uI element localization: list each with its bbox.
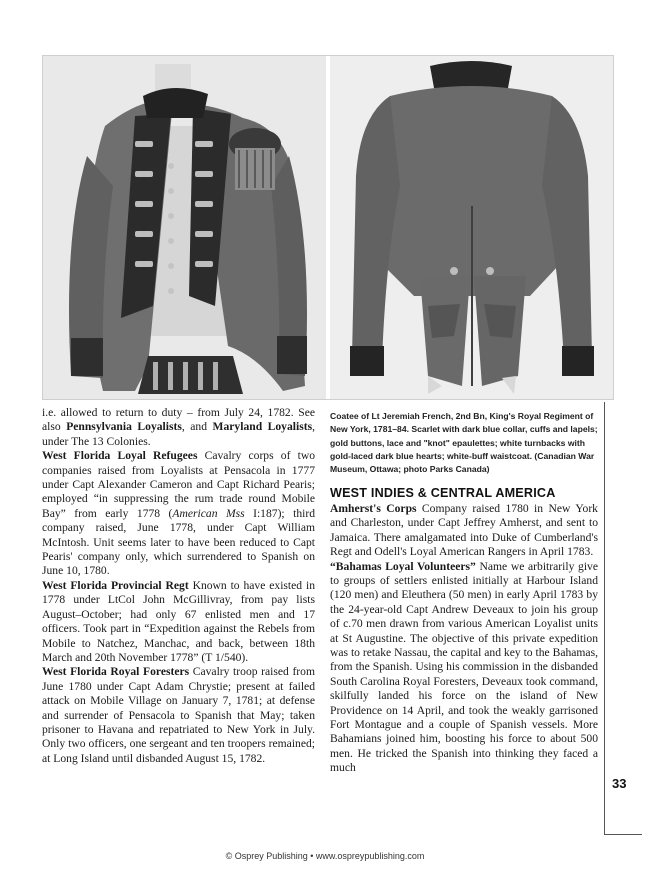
entry-reference: Pennsylvania Loyalists	[66, 420, 182, 434]
section-heading: WEST INDIES & CENTRAL AMERICA	[330, 486, 556, 501]
body-text: Name we arbitrarily give to groups of settlers enlisted initially at Harbour Island (120 men) and Eleuthera (50 men) in early April 1783 by the 24-year-old Capt Andrew Deveaux to join his group of c.70 men drawn from various American Loyalist units at St Augustine. The objective of this private expedition was to retake Nassau, the capital and key to the Bahamas, from the Spanish. Using his commission in the disbanded South Carolina Royal Foresters, Deveaux took command, skilfully landed his force on the island of New Providence on 14 April, and took the weakly garrisoned Fort Montague and a couple of Spanish vessels. More Bahamians joined him, boosting his force to about 500 men. He tricked the Spanish into thinking they faced a much	[330, 559, 598, 775]
body-text: , under The 13 Colonies.	[42, 420, 316, 448]
entry-title: West Florida Provincial Regt	[42, 578, 189, 592]
paragraph-continuation	[42, 406, 315, 449]
coatee-back-photo	[330, 56, 613, 399]
page-number: 33	[612, 776, 627, 791]
body-text: I:187); third company raised, June 1778, under Capt William McIntosh. Unit seems later to have been reduced to Capt Pearis' company only, which surrendered to Spanish on June 10, 1780.	[42, 506, 316, 578]
body-text: i.e. allowed to return to duty – from July 24, 1782. See also	[42, 406, 315, 434]
body-text: Cavalry corps of two companies raised from Loyalists at Pensacola in 1777 under Capt Alexander Cameron and Capt Richard Pearis; employed “in suppressing the rum trade round Mobile Bay” from early 1778 (	[42, 449, 315, 520]
entry-title: West Florida Loyal Refugees	[42, 449, 198, 463]
source-citation: American Mss	[172, 506, 245, 520]
body-text: Known to have existed in 1778 under LtCol John McGillivray, from pay lists August–October; had only 67 enlisted men and 17 officers. Took part in “Expedition against the Rebels from Mobile to Natchez, Manchac, and back, between 18th March and 20th November 1778” (T 1/540).	[42, 578, 315, 664]
entry-west-florida-loyal-refugees	[42, 449, 315, 579]
entry-title: West Florida Royal Foresters	[42, 665, 190, 679]
body-text: Company raised 1780 in New York and Charleston, under Capt Jeffrey Amherst, and sent to Jamaica. There amalgamated into Duke of Cumberland's Regt and Odell's Loyal American Rangers in April 1783.	[330, 501, 598, 559]
entry-west-florida-royal-foresters	[42, 665, 315, 766]
publisher-footer: © Osprey Publishing • www.ospreypublishing.com	[225, 851, 425, 861]
entry-bahamas-loyal-volunteers	[330, 560, 598, 776]
margin-rule-horizontal	[604, 834, 642, 835]
entry-title: Amherst's Corps	[330, 501, 417, 515]
entry-title: “Bahamas Loyal Volunteers”	[330, 559, 476, 573]
entry-amhersts-corps	[330, 502, 598, 560]
body-text: Cavalry troop raised from June 1780 under Capt Adam Chrystie; present at failed attack on Mobile Village on January 7, 1781; at defense and surrender of Pensacola to Spanish that May; taken prisoner to Havana and repatriated to New York in July. Only two officers, one sergeant and ten troopers remained; at Long Island until disbanded August 15, 1782.	[42, 665, 315, 765]
photo-caption: Coatee of Lt Jeremiah French, 2nd Bn, King's Royal Regiment of New York, 1781–84. Scarlet with dark blue collar, cuffs and lapels; gold buttons, lace and "knot" epaulettes; white turnbacks with gold-laced dark blue hearts; white-buff waistcoat. (Canadian War Museum, Ottawa; photo Parks Canada)	[330, 411, 598, 475]
margin-rule-vertical	[604, 402, 605, 834]
entry-west-florida-provincial-regt	[42, 579, 315, 665]
right-text-column	[330, 406, 598, 776]
photo-panel	[42, 55, 614, 400]
entry-reference: Maryland Loyalists	[212, 420, 313, 434]
body-text: , and	[181, 420, 213, 434]
left-text-column	[42, 406, 315, 766]
coatee-front-photo	[43, 56, 326, 399]
